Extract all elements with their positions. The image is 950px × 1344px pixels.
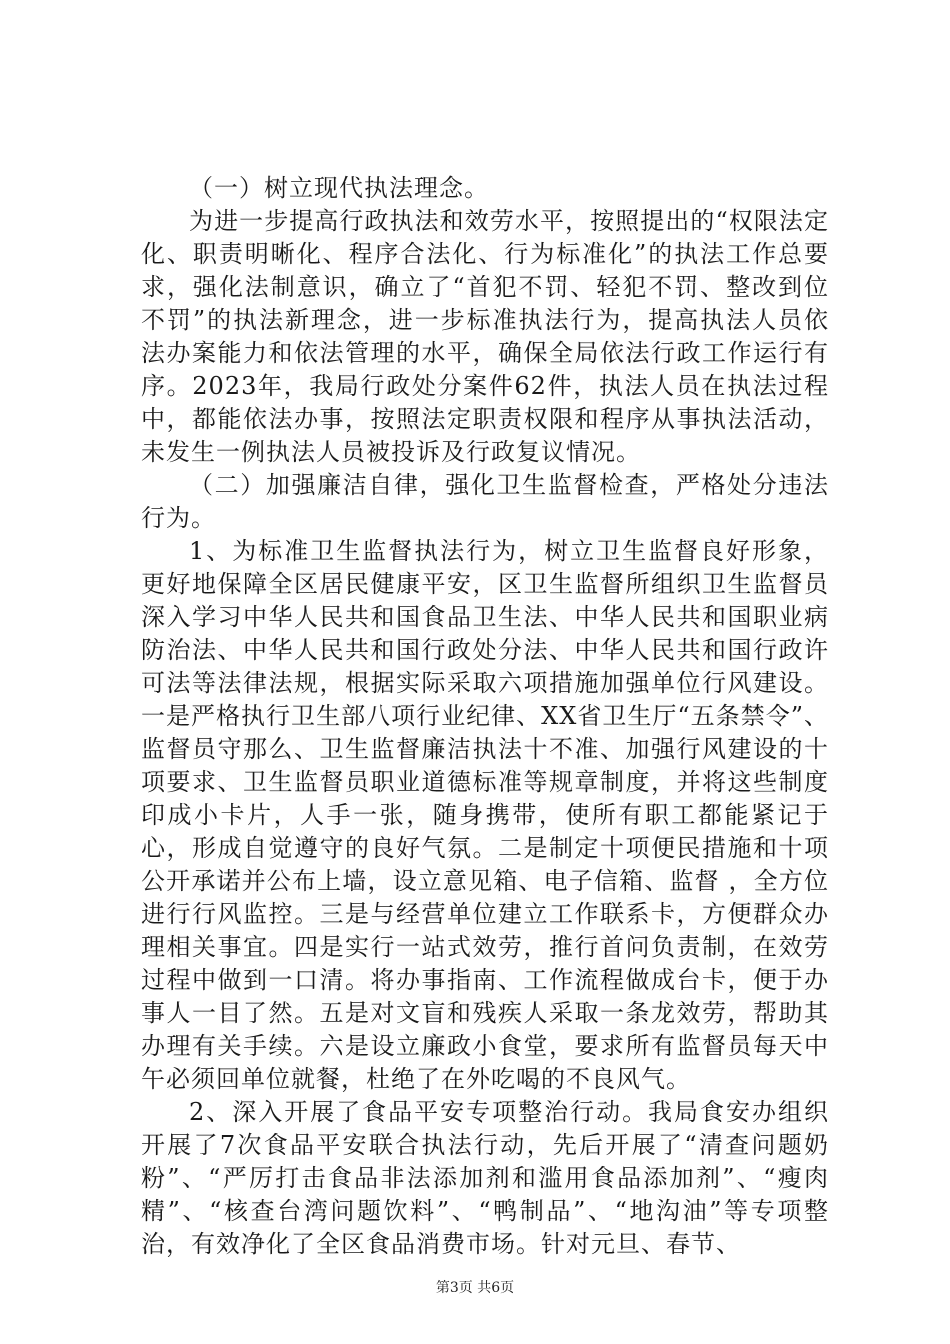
section-heading-1: （一）树立现代执法理念。 — [189, 174, 489, 202]
paragraph-law-enforcement-concept: 为进一步提高行政执法和效劳水平，按照提出的“权限法定化、职责明晰化、程序合法化、行为标准化”的执法工作总要求，强化法制意识，确立了“首犯不罚、轻犯不罚、整改到位不罚”的执法新理念，进一步标准执法行为，提高执法人员依法办案能力和依法管理的水平，确保全局依法行政工作运行有序。2023年，我局行政处分案件62件，执法人员在执法过程中，都能依法办事，按照法定职责权限和程序从事执法活动，未发生一例执法人员被投诉及行政复议情况。 — [141, 207, 829, 466]
paragraph-item-1: 1、为标准卫生监督执法行为，树立卫生监督良好形象，更好地保障全区居民健康平安，区卫生监督所组织卫生监督员深入学习中华人民共和国食品卫生法、中华人民共和国职业病防治法、中华人民共和国行政处分法、中华人民共和国行政许可法等法律法规，根据实际采取六项措施加强单位行风建设。一是严格执行卫生部八项行业纪律、XX省卫生厅“五条禁令”、监督员守那么、卫生监督廉洁执法十不准、加强行风建设的十项要求、卫生监督员职业道德标准等规章制度，并将这些制度印成小卡片，人手一张，随身携带，使所有职工都能紧记于心，形成自觉遵守的良好气氛。二是制定十项便民措施和十项公开承诺并公布上墙，设立意见箱、电子信箱、监督 ，全方位进行行风监控。三是与经营单位建立工作联系卡，方便群众办理相关事宜。四是实行一站式效劳，推行首问负责制，在效劳过程中做到一口清。将办事指南、工作流程做成台卡，便于办事人一目了然。五是对文盲和残疾人采取一条龙效劳，帮助其办理有关手续。六是设立廉政小食堂，要求所有监督员每天中午必须回单位就餐，杜绝了在外吃喝的不良风气。 — [141, 537, 829, 1093]
paragraph-item-2: 2、深入开展了食品平安专项整治行动。我局食安办组织开展了7次食品平安联合执法行动，先后开展了“清查问题奶粉”、“严厉打击食品非法添加剂和滥用食品添加剂”、“瘦肉精”、“核查台湾问题饮料”、“鸭制品”、“地沟油”等专项整治，有效净化了全区食品消费市场。针对元旦、春节、 — [141, 1098, 829, 1258]
document-body — [141, 172, 829, 1261]
page-footer: 第3页 共6页 — [435, 1280, 515, 1296]
section-heading-2: （二）加强廉洁自律，强化卫生监督检查，严格处分违法行为。 — [141, 471, 829, 532]
